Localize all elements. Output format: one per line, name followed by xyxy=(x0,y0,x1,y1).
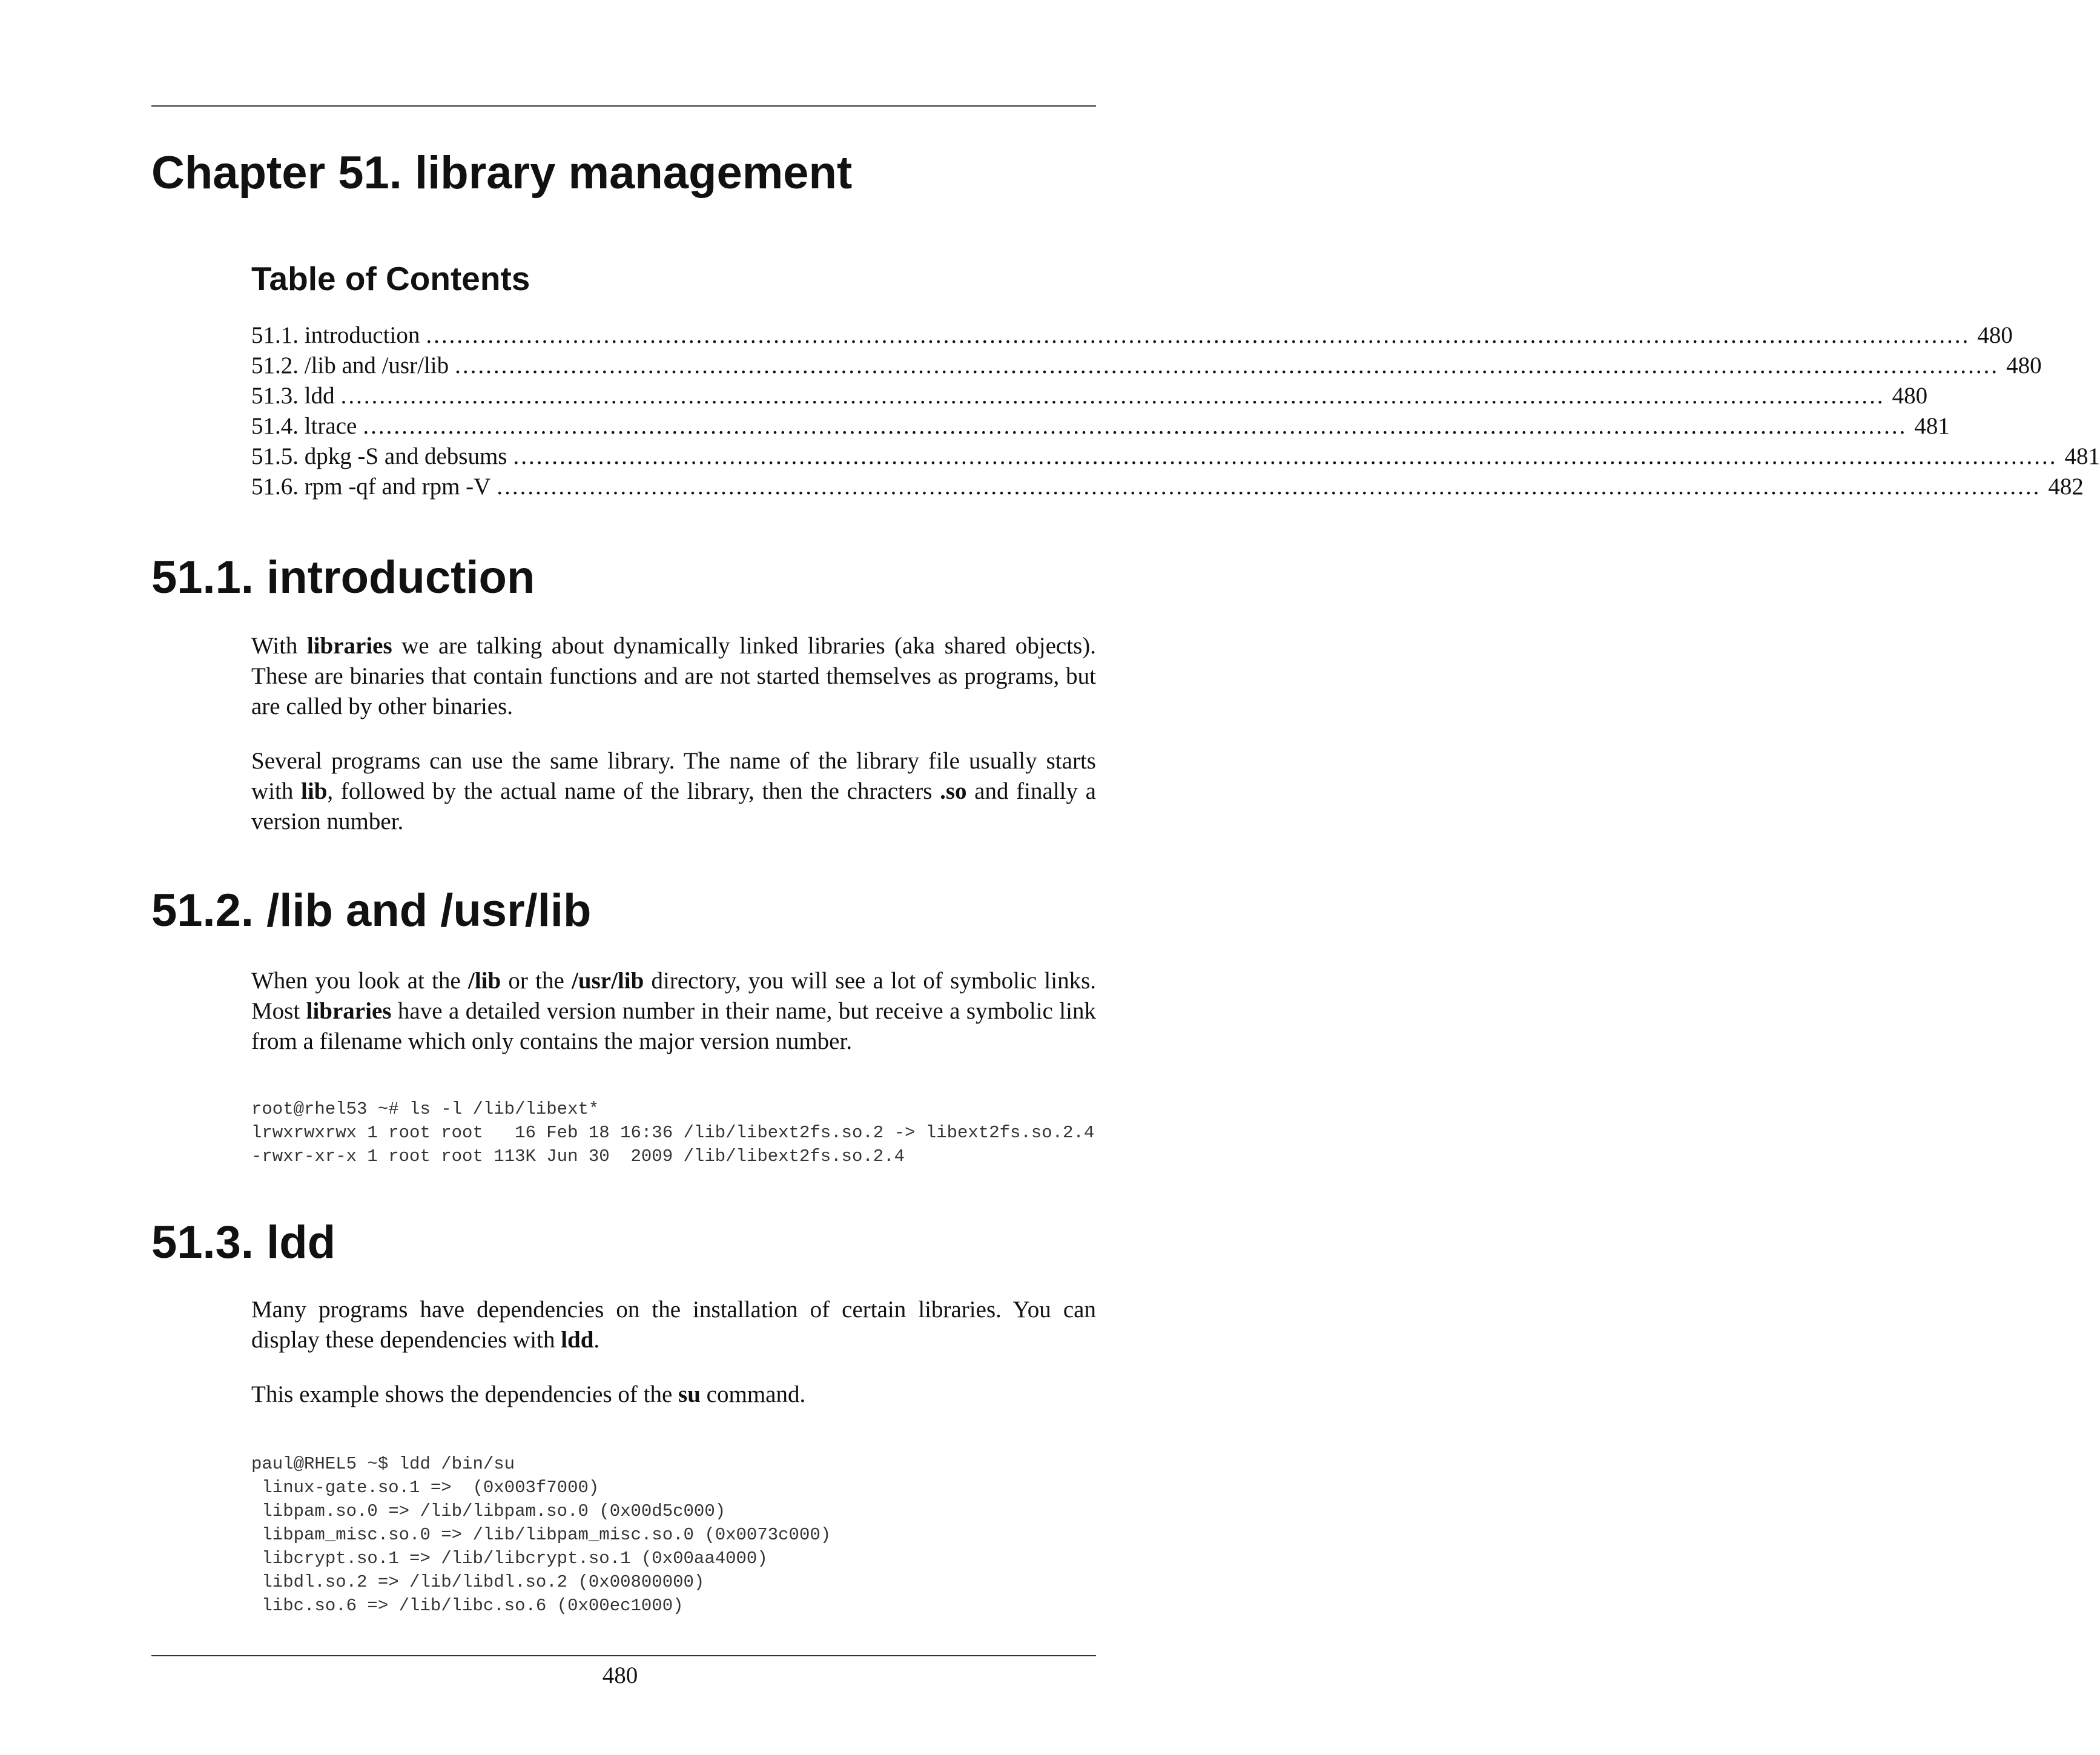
toc-entry[interactable] xyxy=(251,441,2100,472)
paragraph xyxy=(251,746,1096,837)
toc-entry[interactable] xyxy=(251,472,2084,502)
page-number: 480 xyxy=(602,1662,638,1688)
text-run: , followed by the actual name of the library, then the chracters xyxy=(327,778,940,804)
toc-entry-page[interactable]: 480 xyxy=(1892,383,1928,409)
text-run: directory, you will see a lot of symbolic links. Most xyxy=(251,968,1097,1024)
text-run: When you look at the xyxy=(251,968,468,994)
toc-entry-page[interactable]: 481 xyxy=(1914,413,1950,439)
paragraph xyxy=(251,1380,1096,1410)
bold-term: /lib xyxy=(467,968,501,994)
toc-leader-dots: ........................................................................................................................................................................................................ xyxy=(497,474,2041,500)
toc-leader-dots: ........................................................................................................................................................................................................ xyxy=(426,322,1970,348)
text-run: Several programs can use the same library. The name of the library file usually starts with xyxy=(251,748,1096,804)
text-run: Many programs have dependencies on the installation of certain libraries. You can display these dependencies with xyxy=(251,1297,1096,1353)
toc-title: Table of Contents xyxy=(251,260,530,297)
text-run: and finally a version number. xyxy=(251,778,1096,835)
toc-entry-label[interactable]: 51.5. dpkg -S and debsums xyxy=(251,443,507,469)
section-title: 51.3. ldd xyxy=(151,1217,336,1268)
bold-term: libraries xyxy=(306,633,392,659)
toc-entry[interactable] xyxy=(251,381,1928,411)
section-title: 51.2. /lib and /usr/lib xyxy=(151,885,592,936)
chapter-title: Chapter 51. library management xyxy=(151,147,853,199)
toc-leader-dots: ........................................................................................................................................................................................................ xyxy=(363,413,1907,439)
toc-leader-dots: ........................................................................................................................................................................................................ xyxy=(513,443,2058,469)
toc-entry[interactable] xyxy=(251,320,2013,351)
text-run: or the xyxy=(501,968,572,994)
bold-term: lib xyxy=(301,778,328,804)
toc-entry-label[interactable]: 51.4. ltrace xyxy=(251,413,357,439)
toc-entry-page[interactable]: 480 xyxy=(2006,352,2042,378)
bold-term: su xyxy=(678,1381,701,1407)
toc-entry-label[interactable]: 51.3. ldd xyxy=(251,383,335,409)
text-run: have a detailed version number in their name, but receive a symbolic link from a filename which only contains the major version number. xyxy=(251,998,1096,1054)
text-run: With xyxy=(251,633,307,659)
toc-entry-label[interactable]: 51.1. introduction xyxy=(251,322,420,348)
toc-entry-page[interactable]: 482 xyxy=(2048,474,2084,500)
paragraph xyxy=(251,966,1096,1057)
text-run: command. xyxy=(700,1381,806,1407)
toc-entry-page[interactable]: 481 xyxy=(2064,443,2100,469)
bold-term: .so xyxy=(940,778,967,804)
bold-term: ldd xyxy=(561,1327,594,1353)
bold-term: libraries xyxy=(306,998,392,1024)
table-of-contents xyxy=(251,320,2100,502)
toc-entry-page[interactable]: 480 xyxy=(1977,322,2013,348)
code-block: root@rhel53 ~# ls -l /lib/libext* lrwxrwxrwx 1 root root 16 Feb 18 16:36 /lib/libext2fs.so.2 -> libext2fs.so.2.4 -rwxr-xr-x 1 root root 113K Jun 30 2009 /lib/libext2fs.so.2.4 xyxy=(251,1099,1095,1166)
paragraph xyxy=(251,1295,1096,1355)
text-run: we are talking about dynamically linked libraries (aka shared objects). These are binaries that contain functions and are not started themselves as programs, but are called by other binaries. xyxy=(251,633,1096,719)
text-run: . xyxy=(593,1327,600,1353)
code-block: paul@RHEL5 ~$ ldd /bin/su linux-gate.so.1 => (0x003f7000) libpam.so.0 => /lib/libpam.so.0 (0x00d5c000) libpam_misc.so.0 => /lib/libpam_misc.so.0 (0x0073c000) libcrypt.so.1 => /lib/libcrypt.so.1 (0x00aa4000) libdl.so.2 => /lib/libdl.so.2 (0x00800000) libc.so.6 => /lib/libc.so.6 (0x00ec1000) xyxy=(251,1454,831,1616)
header-rule xyxy=(151,105,1096,107)
toc-entry[interactable] xyxy=(251,351,2042,381)
bold-term: /usr/lib xyxy=(572,968,644,994)
toc-leader-dots: ........................................................................................................................................................................................................ xyxy=(340,383,1885,409)
footer-rule xyxy=(151,1655,1096,1656)
paragraph xyxy=(251,631,1096,722)
toc-leader-dots: ........................................................................................................................................................................................................ xyxy=(455,352,1999,378)
section-title: 51.1. introduction xyxy=(151,552,535,603)
toc-entry[interactable] xyxy=(251,411,1950,441)
text-run: This example shows the dependencies of the xyxy=(251,1381,679,1407)
toc-entry-label[interactable]: 51.2. /lib and /usr/lib xyxy=(251,352,449,378)
toc-entry-label[interactable]: 51.6. rpm -qf and rpm -V xyxy=(251,474,491,500)
